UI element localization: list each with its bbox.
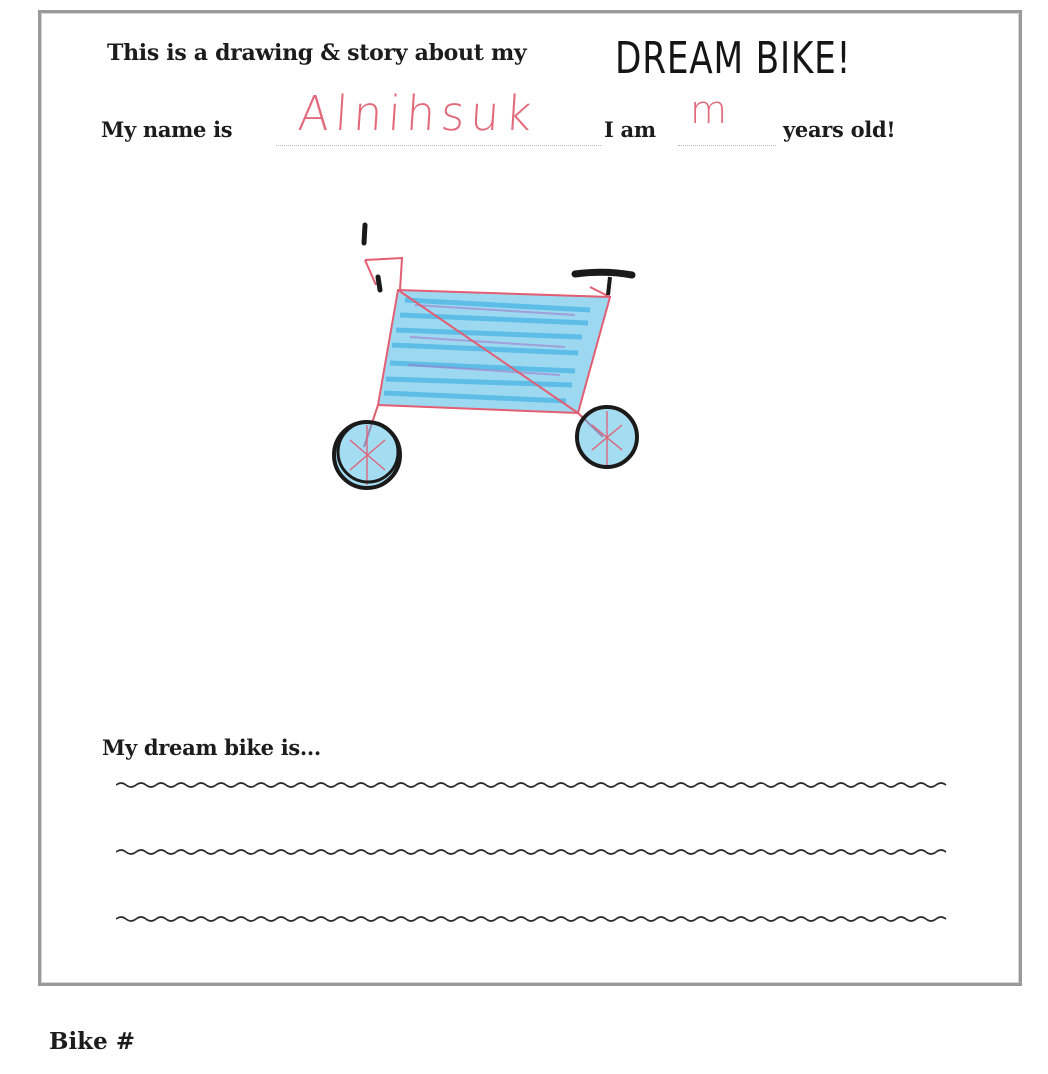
name-label: My name is [101, 117, 233, 142]
story-line-1[interactable] [116, 780, 950, 790]
story-line-3[interactable] [116, 914, 950, 924]
age-field[interactable] [678, 145, 776, 146]
front-wheel [334, 422, 400, 488]
story-line-2[interactable] [116, 847, 950, 857]
worksheet-heading: This is a drawing & story about my [107, 40, 527, 66]
rear-wheel [577, 407, 637, 467]
handwritten-age: m [690, 88, 728, 132]
bike-number-label: Bike # [49, 1028, 136, 1055]
story-prompt: My dream bike is... [102, 735, 321, 760]
handwritten-name: Alnihsuk [296, 86, 539, 142]
age-suffix-label: years old! [783, 117, 896, 142]
worksheet-title: DREAM BIKE! [615, 33, 852, 84]
bike-drawing [320, 215, 650, 500]
seat [575, 272, 632, 295]
handlebar [364, 225, 380, 290]
bike-frame-fill [378, 290, 610, 413]
age-label: I am [604, 117, 656, 142]
name-field[interactable] [276, 145, 601, 146]
